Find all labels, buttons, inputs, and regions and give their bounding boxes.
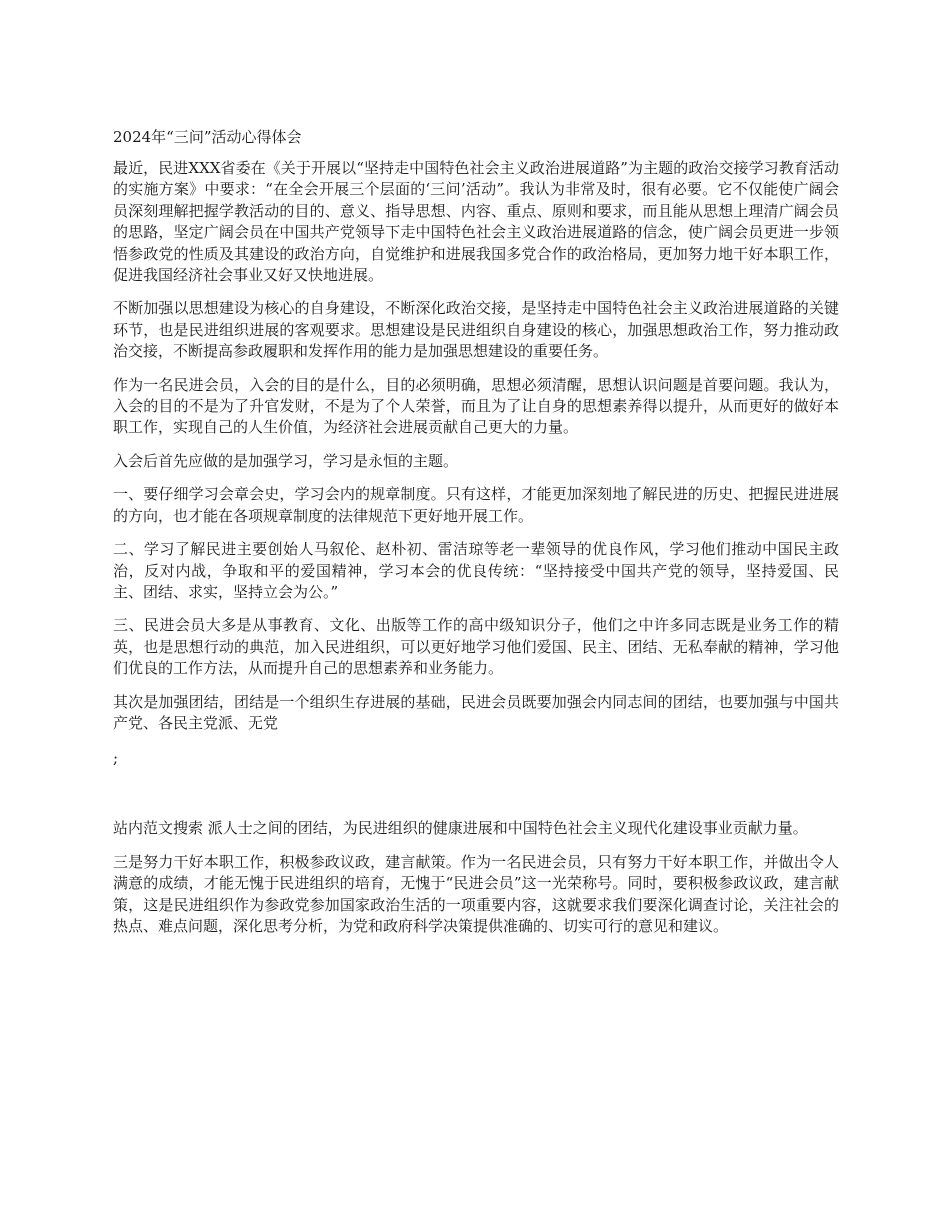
- paragraph-point-three: 三、民进会员大多是从事教育、文化、出版等工作的高中级知识分子，他们之中许多同志既是业务工作的精英，也是思想行动的典范，加入民进组织，可以更好地学习他们爱国、民主、团结、无私奉献的精神，学习他们优良的工作方法，从而提升自己的思想素养和业务能力。: [113, 616, 839, 678]
- paragraph-intro: 最近，民进XXX省委在《关于开展以“坚持走中国特色社会主义政治进展道路”为主题的政治交接学习教育活动的实施方案》中要求：“在全会开展三个层面的‘三问’活动”。我认为非常及时，很有必要。它不仅能使广阔会员深刻理解把握学教活动的目的、意义、指导思想、内容、重点、原则和要求，而且能从思想上理清广阔会员的思路，坚定广阔会员在中国共产党领导下走中国特色社会主义政治进展道路的信念，使广阔会员更进一步领悟参政党的性质及其建设的政治方向，自觉维护和进展我国多党合作的政治格局，更加努力地干好本职工作，促进我国经济社会事业又好又快地进展。: [113, 159, 839, 285]
- paragraph-self-building: 不断加强以思想建设为核心的自身建设，不断深化政治交接，是坚持走中国特色社会主义政治进展道路的关键环节，也是民进组织进展的客观要求。思想建设是民进组织自身建设的核心，加强思想政治工作，努力推动政治交接，不断提高参政履职和发挥作用的能力是加强思想建设的重要任务。: [113, 299, 839, 361]
- paragraph-unity: 其次是加强团结，团结是一个组织生存进展的基础，民进会员既要加强会内同志间的团结，也要加强与中国共产党、各民主党派、无党: [113, 692, 839, 732]
- separator-mark: ;: [113, 749, 119, 768]
- paragraph-work: 三是努力干好本职工作，积极参政议政，建言献策。作为一名民进会员，只有努力干好本职工作，并做出令人满意的成绩，才能无愧于民进组织的培育，无愧于“民进会员”这一光荣称号。同时，要积极参政议政，建言献策，这是民进组织作为参政党参加国家政治生活的一项重要内容，这就要求我们要深化调查讨论，关注社会的热点、难点问题，深化思考分析，为党和政府科学决策提供准确的、切实可行的意见和建议。: [113, 852, 839, 935]
- paragraph-purpose: 作为一名民进会员，入会的目的是什么，目的必须明确，思想必须清醒，思想认识问题是首要问题。我认为，入会的目的不是为了升官发财，不是为了个人荣誉，而且为了让自身的思想素养得以提升，从而更好的做好本职工作，实现自己的人生价值，为经济社会进展贡献自己更大的力量。: [113, 375, 839, 437]
- paragraph-point-two: 二、学习了解民进主要创始人马叙伦、赵朴初、雷洁琼等老一辈领导的优良作风，学习他们推动中国民主政治，反对内战，争取和平的爱国精神，学习本会的优良传统：“坚持接受中国共产党的领导，坚持爱国、民主、团结、求实，坚持立会为公。”: [113, 540, 839, 601]
- paragraph-unity-continued: 站内范文搜索 派人士之间的团结，为民进组织的健康进展和中国特色社会主义现代化建设事业贡献力量。: [113, 819, 808, 838]
- document-title: 2024年“三问”活动心得体会: [113, 128, 302, 146]
- paragraph-point-one: 一、要仔细学习会章会史，学习会内的规章制度。只有这样，才能更加深刻地了解民进的历史、把握民进进展的方向，也才能在各项规章制度的法律规范下更好地开展工作。: [113, 485, 839, 525]
- paragraph-learning: 入会后首先应做的是加强学习，学习是永恒的主题。: [113, 451, 459, 470]
- document-page: [113, 126, 839, 949]
